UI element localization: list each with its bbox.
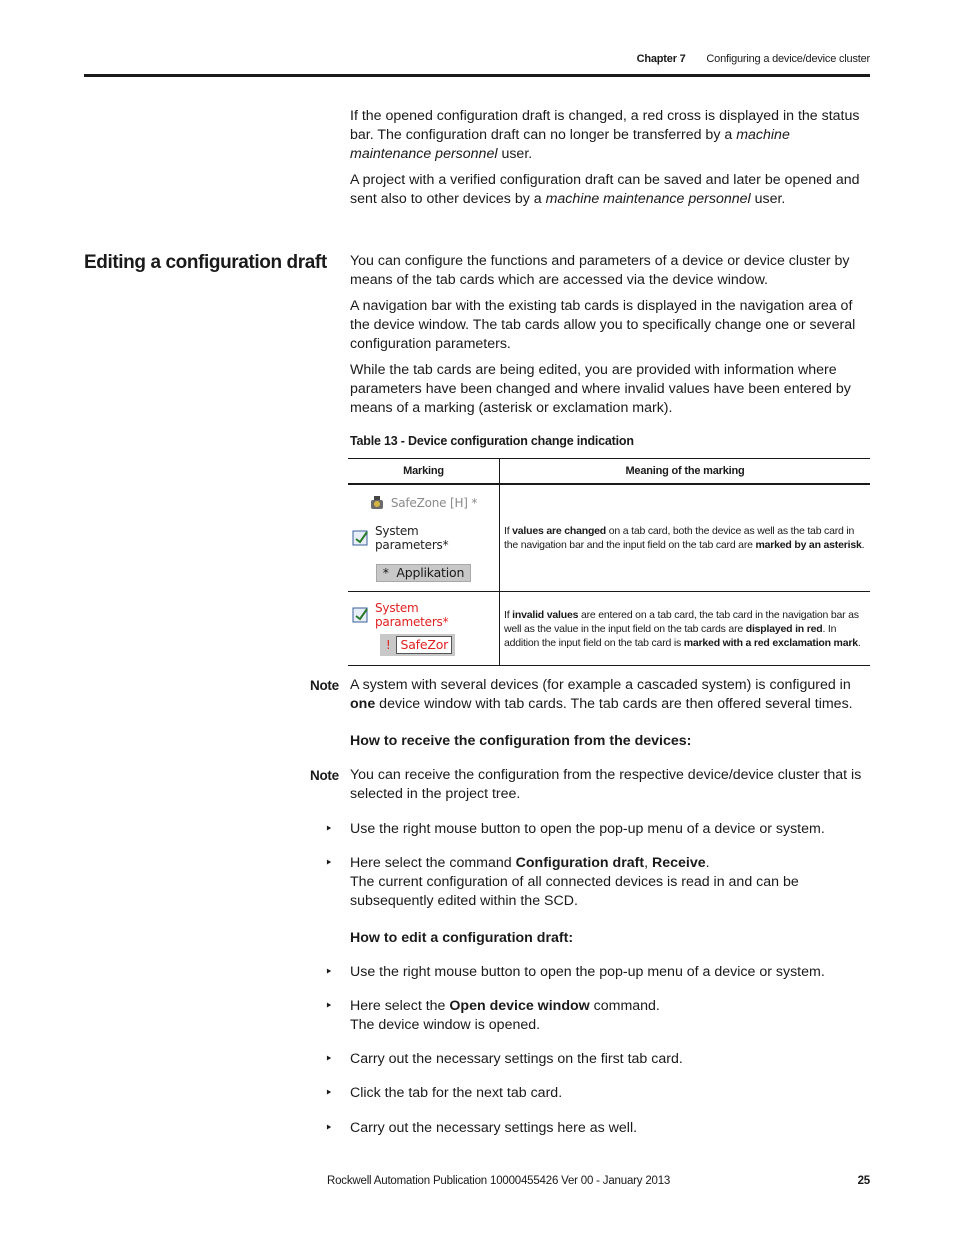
device-label-changed: SafeZone [H] * <box>390 496 478 510</box>
step-arrow-icon: ‣ <box>325 998 333 1013</box>
edit-step-1: Use the right mouse button to open the pop-up menu of a device or system. <box>350 964 825 980</box>
section-paragraph-2: A navigation bar with the existing tab cards is displayed in the navigation area of the device window. The tab cards allow you to specifically change one or several configuration parameters. <box>350 298 856 352</box>
note-label: Note <box>310 768 339 783</box>
step-arrow-icon: ‣ <box>325 855 333 870</box>
edit-heading: How to edit a configuration draft: <box>350 930 574 946</box>
receive-heading: How to receive the configuration from the devices: <box>350 733 692 749</box>
table-caption: Table 13 - Device configuration change indication <box>350 434 634 448</box>
col-header-marking: Marking <box>348 459 500 485</box>
table-row <box>348 484 870 592</box>
edit-step-5: Carry out the necessary settings here as well. <box>350 1120 638 1136</box>
chapter-label: Chapter 7 <box>636 53 686 65</box>
table-header-row <box>348 459 870 485</box>
step-arrow-icon: ‣ <box>325 1120 333 1135</box>
safezone-input-value: SafeZor <box>396 636 452 654</box>
header-rule <box>84 74 870 77</box>
device-tree-item <box>368 494 477 512</box>
col-header-meaning: Meaning of the marking <box>500 459 871 485</box>
section-paragraph-3: While the tab cards are being edited, you are provided with information where parameters have been changed and where invalid values have been entered by means of a marking (asterisk or exclamation mark). <box>350 362 851 416</box>
system-parameters-item <box>352 524 495 552</box>
note-2-text: You can receive the configuration from the respective device/device cluster that is selected in the project tree. <box>350 767 862 802</box>
step-arrow-icon: ‣ <box>325 964 333 979</box>
step-arrow-icon: ‣ <box>325 1085 333 1100</box>
meaning-cell: If invalid values are entered on a tab card, the tab card in the navigation bar as well as the value in the input field on the tab cards are displayed in red. In addition the input field on the tab card is marked with a red exclamation mark. <box>500 592 871 666</box>
section-heading: Editing a configuration draft <box>84 252 327 273</box>
note-label: Note <box>310 678 339 693</box>
step-arrow-icon: ‣ <box>325 821 333 836</box>
edit-step-4: Click the tab for the next tab card. <box>350 1085 563 1101</box>
footer-publication: Rockwell Automation Publication 10000455426 Ver 00 - January 2013 <box>327 1175 671 1187</box>
note-1-text: A system with several devices (for example a cascaded system) is configured in one device window with tab cards. The tab cards are then offered several times. <box>350 677 853 712</box>
system-parameters-item-invalid <box>352 601 495 629</box>
applikation-label: Applikation <box>396 565 465 580</box>
receive-step-2: Here select the command Configuration draft, Receive. The current configuration of all connected devices is read in and can be subsequently edited within the SCD. <box>350 855 799 909</box>
parameters-icon <box>352 529 370 547</box>
receive-step-1: Use the right mouse button to open the pop-up menu of a device or system. <box>350 821 825 837</box>
marking-cell <box>348 592 500 666</box>
meaning-cell: If values are changed on a tab card, both the device as well as the tab card in the navigation bar and the input field on the tab card are marked by an asterisk. <box>500 484 871 592</box>
marking-cell <box>348 484 500 592</box>
device-icon <box>368 494 386 512</box>
intro-text <box>350 107 870 216</box>
marking-table <box>348 458 870 666</box>
step-arrow-icon: ‣ <box>325 1051 333 1066</box>
exclamation-mark-icon: ! <box>385 638 391 652</box>
system-parameters-label-invalid: System parameters* <box>375 601 449 629</box>
running-header <box>637 53 870 65</box>
intro-paragraph-1: If the opened configuration draft is changed, a red cross is displayed in the status bar. The configuration draft can no longer be transferred by a machine maintenance personnel user. <box>350 108 860 162</box>
edit-step-3: Carry out the necessary settings on the first tab card. <box>350 1051 683 1067</box>
section-paragraph-1: You can configure the functions and parameters of a device or device cluster by means of the tab cards which are accessed via the device window. <box>350 253 850 288</box>
section-text <box>350 252 870 425</box>
invalid-input-field <box>380 634 455 656</box>
parameters-icon <box>352 606 370 624</box>
page-number: 25 <box>857 1175 870 1187</box>
applikation-tab: * Applikation <box>376 564 471 582</box>
system-parameters-label: System parameters* <box>375 524 449 552</box>
chapter-title: Configuring a device/device cluster <box>706 53 870 65</box>
intro-paragraph-2: A project with a verified configuration draft can be saved and later be opened and sent also to other devices by a machine maintenance personnel user. <box>350 172 860 207</box>
table-row <box>348 592 870 666</box>
edit-step-2: Here select the Open device window command. The device window is opened. <box>350 998 660 1033</box>
